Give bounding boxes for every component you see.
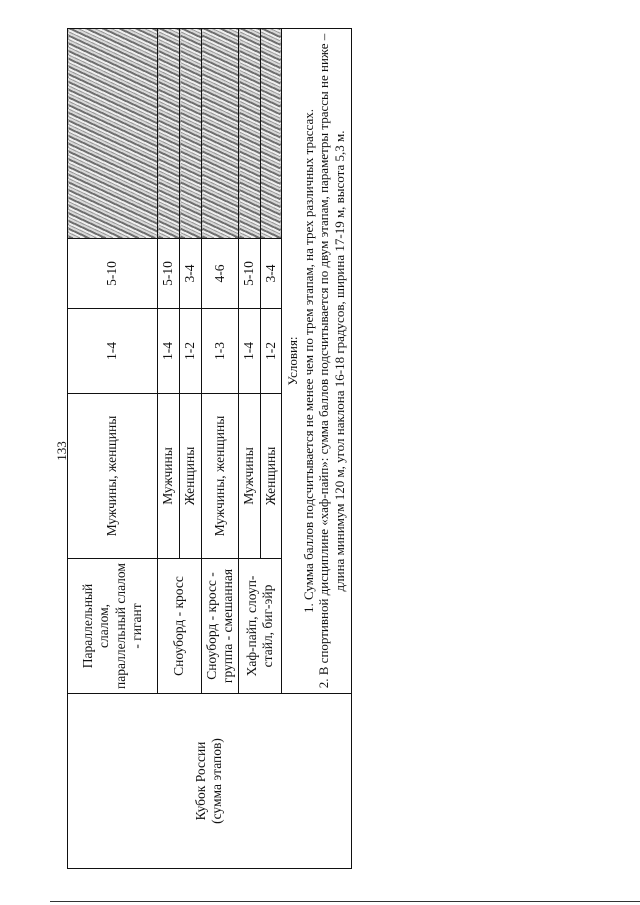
hatched-cell xyxy=(68,28,158,238)
group-cell: Женщины xyxy=(180,393,202,558)
hatched-cell xyxy=(180,28,202,238)
group-cell: Мужчины xyxy=(239,393,260,558)
conditions-heading: Условия: xyxy=(285,336,301,386)
condition-item: 2. В спортивной дисциплине «хаф-пайп»: сумма баллов подсчитывается по двум этапам, параметры трассы не ниже – длина минимум 120 м, угол наклона 16-18 градусов, ширина 17-19 м, высота 5,3 м. xyxy=(316,33,347,689)
discipline-cell: Сноуборд - кросс xyxy=(158,559,202,694)
condition-item: 1. Сумма баллов подсчитывается не менее чем по трем этапам, на трех различных трассах. xyxy=(300,109,316,613)
hatched-cell xyxy=(239,28,260,238)
discipline-cell: Хаф-пайп, слоуп-стайл, биг-эйр xyxy=(239,559,281,694)
places-cell: 1-4 xyxy=(239,308,260,393)
points-cell: 3-4 xyxy=(260,238,281,308)
competition-note: (сумма этапов) xyxy=(209,738,225,824)
points-cell: 5-10 xyxy=(158,238,180,308)
points-cell: 5-10 xyxy=(68,238,158,308)
table-row xyxy=(68,28,158,868)
hatched-cell xyxy=(202,28,239,238)
competition-cell xyxy=(68,694,352,869)
hatched-cell xyxy=(260,28,281,238)
places-cell: 1-2 xyxy=(260,308,281,393)
discipline-cell: Параллельный слалом, параллельный слалом - гигант xyxy=(68,559,158,694)
competition-name: Кубок России xyxy=(193,741,209,821)
hatched-cell xyxy=(158,28,180,238)
points-cell: 3-4 xyxy=(180,238,202,308)
group-cell: Мужчины, женщины xyxy=(202,393,239,558)
group-cell: Мужчины xyxy=(158,393,180,558)
points-cell: 5-10 xyxy=(239,238,260,308)
places-cell: 1-4 xyxy=(68,308,158,393)
group-cell: Мужчины, женщины xyxy=(68,393,158,558)
page-number: 133 xyxy=(54,441,69,461)
page-edge-line xyxy=(50,901,640,902)
rotated-page xyxy=(67,29,345,869)
qualification-table xyxy=(67,28,352,869)
discipline-cell: Сноуборд - кросс - группа - смешанная xyxy=(202,559,239,694)
places-cell: 1-3 xyxy=(202,308,239,393)
conditions-cell xyxy=(281,28,351,693)
places-cell: 1-2 xyxy=(180,308,202,393)
group-cell: Женщины xyxy=(260,393,281,558)
points-cell: 4-6 xyxy=(202,238,239,308)
places-cell: 1-4 xyxy=(158,308,180,393)
